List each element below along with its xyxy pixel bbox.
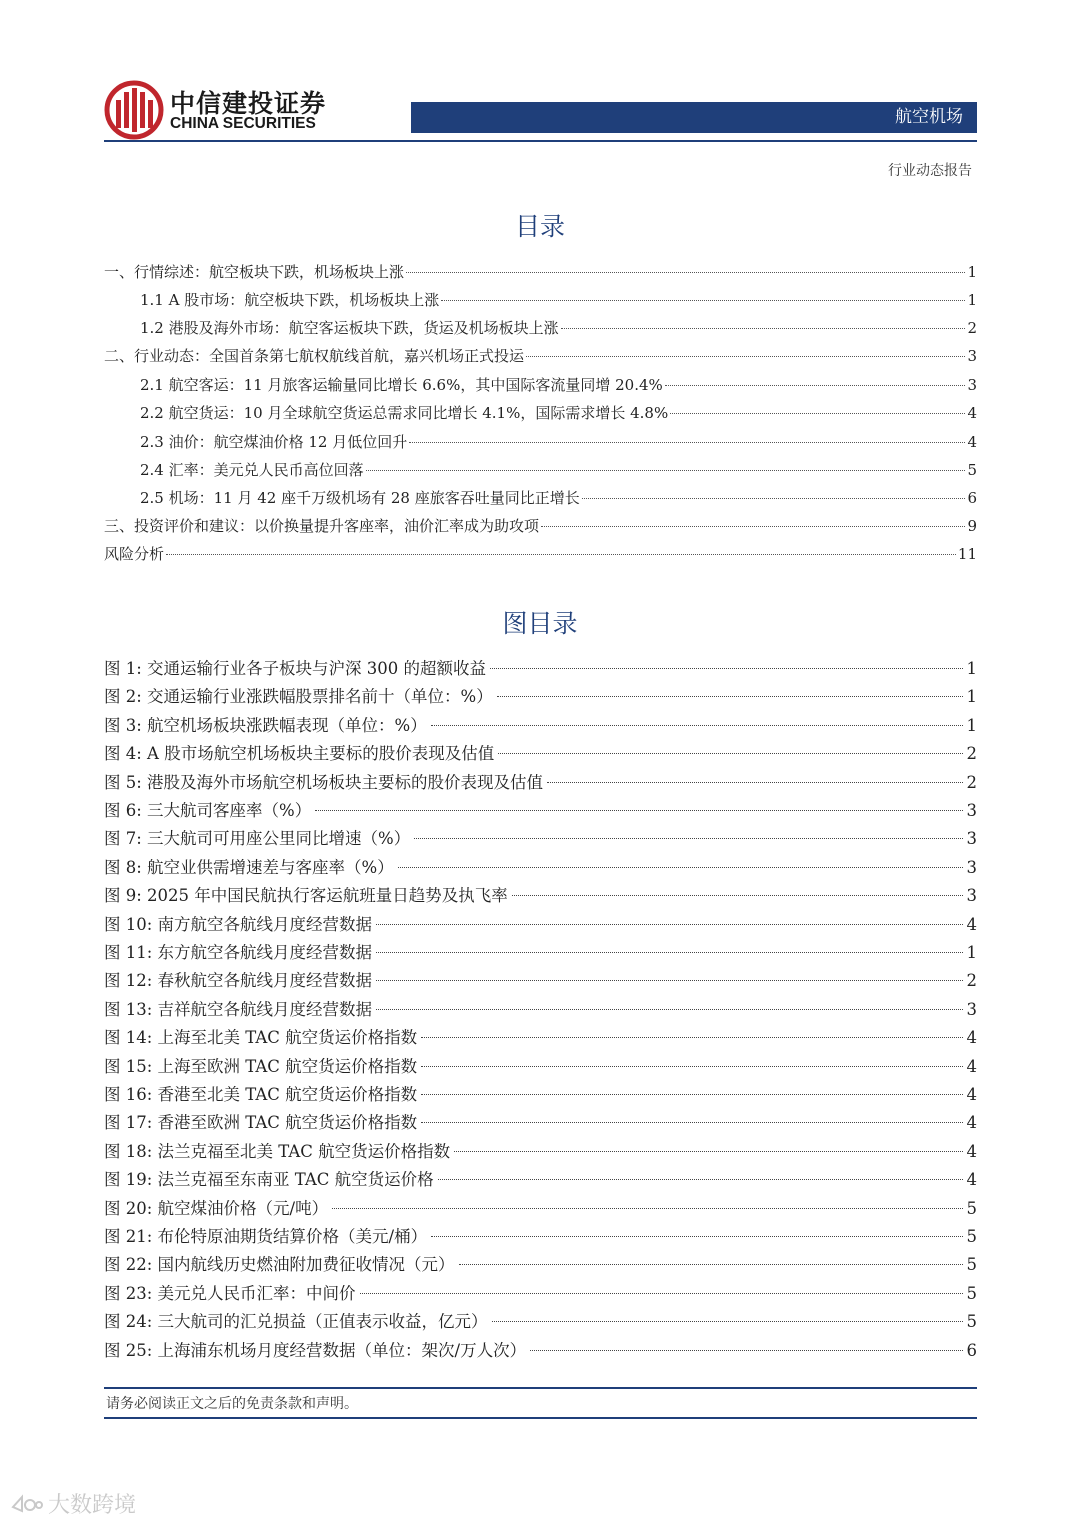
figure-list-item[interactable] [104,882,977,906]
figure-leader-dots [376,952,962,953]
brand-name-en: CHINA SECURITIES [170,115,316,132]
figure-leader-dots [431,1236,962,1237]
figure-leader-dots [490,668,962,669]
figure-item-page: 5 [966,1312,977,1332]
toc-leader-dots [409,442,965,443]
footer-divider-bottom [104,1417,977,1419]
figure-item-text: 图 13: 吉祥航空各航线月度经营数据 [104,999,373,1019]
toc-item-page: 9 [967,517,977,535]
figure-item-text: 图 12: 春秋航空各航线月度经营数据 [104,971,373,991]
figure-leader-dots [530,1350,962,1351]
figure-item-text: 图 23: 美元兑人民币汇率：中间价 [104,1283,356,1303]
figure-list-item[interactable] [104,1337,977,1361]
figure-item-text: 图 7: 三大航司可用座公里同比增速（%） [104,829,411,849]
figure-item-text: 图 22: 国内航线历史燃油附加费征收情况（元） [104,1255,455,1275]
toc-item-page: 4 [967,433,977,451]
watermark [10,1488,136,1519]
figure-item-page: 3 [966,829,977,849]
toc-leader-dots [526,356,965,357]
figure-item-text: 图 10: 南方航空各航线月度经营数据 [104,914,373,934]
figure-leader-dots [376,924,962,925]
figure-item-page: 5 [966,1283,977,1303]
watermark-icon [10,1493,44,1515]
figure-list-item[interactable] [104,1223,977,1247]
figure-item-text: 图 2: 交通运输行业涨跌幅股票排名前十（单位：%） [104,687,493,707]
figure-item-text: 图 19: 法兰克福至东南亚 TAC 航空货运价格 [104,1170,434,1190]
figure-leader-dots [438,1179,963,1180]
toc-item-text: 2.1 航空客运：11 月旅客运输量同比增长 6.6%，其中国际客流量同增 20.4% [140,376,663,394]
figure-list-item[interactable] [104,655,977,679]
toc-item-text: 2.2 航空货运：10 月全球航空货运总需求同比增长 4.1%，国际需求增长 4.8% [140,404,669,422]
toc-item-page: 11 [957,545,977,563]
figure-item-page: 2 [966,772,977,792]
figure-leader-dots [431,725,963,726]
figure-item-page: 5 [966,1198,977,1218]
figure-item-page: 4 [966,1141,977,1161]
figure-item-text: 图 14: 上海至北美 TAC 航空货运价格指数 [104,1028,418,1048]
toc-item-text: 2.3 油价：航空煤油价格 12 月低位回升 [140,433,408,451]
toc-item-page: 3 [967,347,977,365]
figure-leader-dots [360,1293,963,1294]
figure-item-page: 4 [966,1056,977,1076]
figure-item-page: 3 [966,857,977,877]
figure-list-item[interactable] [104,1109,977,1133]
figure-leader-dots [421,1037,962,1038]
toc-item[interactable] [140,459,977,480]
figure-leader-dots [512,895,963,896]
toc-leader-dots [541,526,965,527]
toc-item-text: 2.5 机场：11 月 42 座千万级机场有 28 座旅客吞吐量同比正增长 [140,489,580,507]
toc-item-page: 1 [967,263,977,281]
figure-leader-dots [421,1066,962,1067]
toc-leader-dots [166,554,956,555]
toc-item-text: 1.2 港股及海外市场：航空客运板块下跌，货运及机场板块上涨 [140,319,559,337]
toc-leader-dots [582,498,966,499]
figure-item-text: 图 1: 交通运输行业各子板块与沪深 300 的超额收益 [104,659,487,678]
figure-item-text: 图 20: 航空煤油价格（元/吨） [104,1198,329,1218]
figure-list-item[interactable] [104,1024,977,1048]
toc-item-page: 5 [967,461,977,479]
toc-item[interactable] [140,487,977,508]
figure-item-text: 图 9: 2025 年中国民航执行客运航班量日趋势及执飞率 [104,886,508,906]
toc-item[interactable] [104,261,977,282]
toc-item-page: 6 [967,489,977,507]
figure-item-page: 4 [966,914,977,934]
figure-list-item[interactable] [104,740,977,764]
figure-item-page: 4 [966,1085,977,1104]
figure-item-text: 图 8: 航空业供需增速差与客座率（%） [104,857,394,877]
figure-leader-dots [332,1208,962,1209]
footer-divider-top [104,1387,977,1389]
citic-logo-icon [104,80,164,140]
sector-banner: 航空机场 [411,102,977,133]
figure-list-item[interactable] [104,1308,977,1332]
figure-item-page: 4 [966,1170,977,1190]
figure-item-page: 2 [966,744,977,764]
figure-list-item[interactable] [104,1280,977,1304]
figure-list-item[interactable] [104,797,977,821]
toc-item-page: 2 [967,319,977,337]
figure-leader-dots [454,1151,962,1152]
toc-item[interactable] [104,543,977,564]
toc-item-text: 三、投资评价和建议：以价换量提升客座率，油价汇率成为助攻项 [104,517,540,535]
figure-item-text: 图 25: 上海浦东机场月度经营数据（单位：架次/万人次） [104,1340,527,1360]
toc-leader-dots [561,328,966,329]
figure-item-page: 4 [966,1113,977,1133]
toc-leader-dots [665,385,966,386]
figure-list-item[interactable] [104,911,977,935]
toc-item[interactable] [140,317,977,338]
figure-list-item[interactable] [104,854,977,878]
figure-item-page: 3 [966,999,977,1019]
figure-leader-dots [497,696,963,697]
toc-item-text: 2.4 汇率：美元兑人民币高位回落 [140,461,364,479]
figure-list-item[interactable] [104,683,977,707]
toc-item[interactable] [140,431,977,452]
figure-item-text: 图 15: 上海至欧洲 TAC 航空货运价格指数 [104,1056,418,1076]
toc-title: 目录 [514,212,565,241]
figure-list-item[interactable] [104,939,977,963]
toc-leader-dots [366,470,966,471]
toc-leader-dots [406,272,965,273]
figure-list-item[interactable] [104,1053,977,1077]
company-logo [104,80,344,140]
report-type-label: 行业动态报告 [888,163,972,179]
toc-leader-dots [670,413,965,414]
toc-item-text: 1.1 A 股市场：航空板块下跌，机场板块上涨 [140,291,440,309]
toc-item[interactable] [140,289,977,310]
toc-item-page: 3 [967,376,977,394]
toc-item-page: 1 [967,291,977,309]
figure-item-text: 图 3: 航空机场板块涨跌幅表现（单位：%） [104,715,427,735]
figure-item-page: 1 [966,715,977,735]
figure-leader-dots [547,782,962,783]
figure-item-text: 图 16: 香港至北美 TAC 航空货运价格指数 [104,1085,418,1104]
figure-leader-dots [376,1009,962,1010]
figure-leader-dots [498,753,962,754]
disclaimer-text: 请务必阅读正文之后的免责条款和声明。 [106,1396,358,1412]
figure-item-text: 图 4: A 股市场航空机场板块主要标的股价表现及估值 [104,744,495,764]
toc-item-text: 一、行情综述：航空板块下跌，机场板块上涨 [104,263,405,281]
figure-item-text: 图 11: 东方航空各航线月度经营数据 [104,943,373,962]
figure-item-text: 图 5: 港股及海外市场航空机场板块主要标的股价表现及估值 [104,772,544,792]
figure-leader-dots [421,1094,962,1095]
figure-item-page: 1 [966,687,977,707]
toc-leader-dots [441,300,965,301]
header-divider [104,140,977,142]
figure-leader-dots [492,1321,963,1322]
figure-list-item[interactable] [104,825,977,849]
figure-item-text: 图 21: 布伦特原油期货结算价格（美元/桶） [104,1227,428,1246]
figure-item-page: 5 [966,1227,977,1246]
figure-item-page: 3 [966,886,977,906]
figure-list-item[interactable] [104,1251,977,1275]
figure-list-item[interactable] [104,769,977,793]
figure-list-item[interactable] [104,1081,977,1105]
figure-list-item[interactable] [104,712,977,736]
figure-item-page: 1 [966,659,977,678]
figure-item-text: 图 6: 三大航司客座率（%） [104,801,312,820]
toc-item-text: 二、行业动态：全国首条第七航权航线首航，嘉兴机场正式投运 [104,347,525,365]
figure-leader-dots [414,838,962,839]
figure-leader-dots [398,867,963,868]
figure-item-text: 图 17: 香港至欧洲 TAC 航空货运价格指数 [104,1113,418,1133]
toc-item-page: 4 [967,404,977,422]
toc-item-text: 风险分析 [104,545,165,563]
figure-list-title: 图目录 [502,609,578,638]
figure-item-page: 4 [966,1028,977,1048]
brand-name-cn: 中信建投证券 [170,89,327,118]
figure-list-item[interactable] [104,967,977,991]
figure-list-item[interactable] [104,1195,977,1219]
figure-leader-dots [421,1122,962,1123]
figure-item-page: 3 [966,801,977,820]
figure-item-page: 2 [966,971,977,991]
toc-item[interactable] [104,345,977,366]
figure-leader-dots [459,1264,963,1265]
figure-list-item[interactable] [104,1166,977,1190]
figure-item-page: 1 [966,943,977,962]
figure-item-page: 5 [966,1255,977,1275]
watermark-text: 大数跨境 [48,1493,137,1518]
toc-item[interactable] [140,402,977,423]
figure-item-page: 6 [966,1340,977,1360]
toc-item[interactable] [104,515,977,536]
figure-list-item[interactable] [104,1138,977,1162]
toc-item[interactable] [140,374,977,395]
figure-item-text: 图 24: 三大航司的汇兑损益（正值表示收益，亿元） [104,1312,488,1332]
figure-item-text: 图 18: 法兰克福至北美 TAC 航空货运价格指数 [104,1141,451,1161]
figure-list-item[interactable] [104,996,977,1020]
figure-leader-dots [376,980,962,981]
figure-leader-dots [315,810,962,811]
